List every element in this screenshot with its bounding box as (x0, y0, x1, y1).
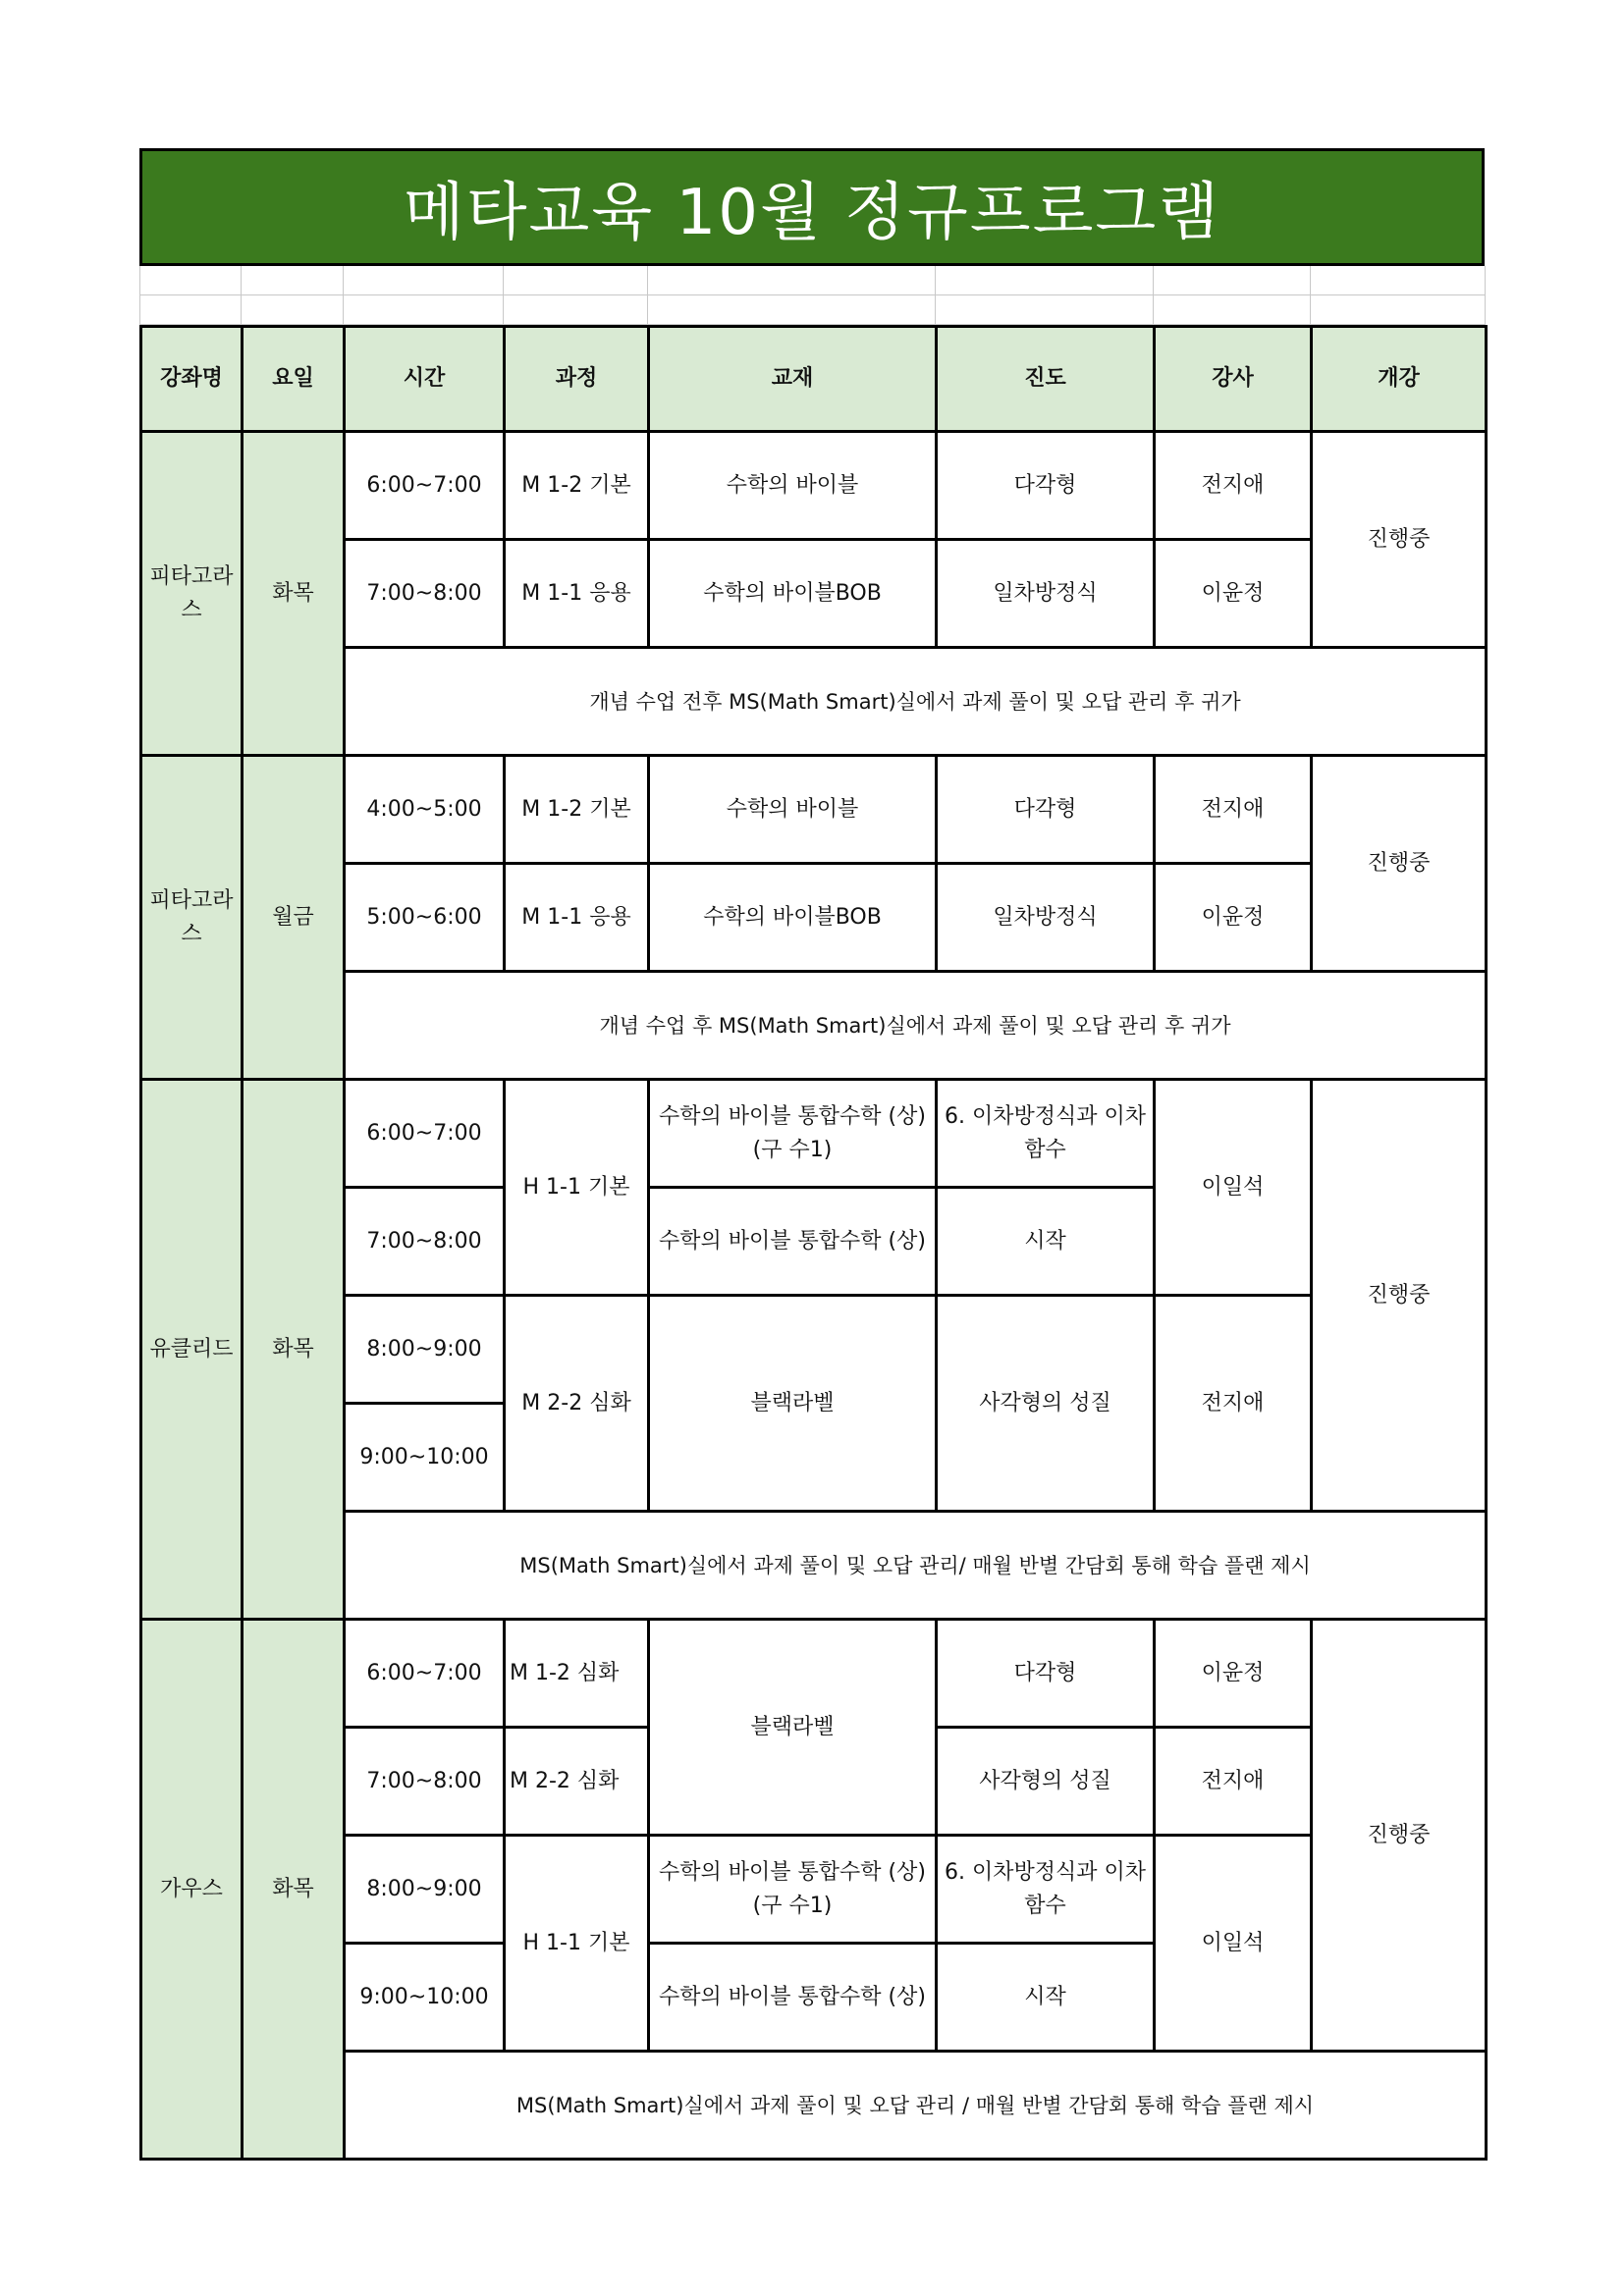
progress-cell: 시작 (937, 1944, 1155, 2052)
note-cell: 개념 수업 전후 MS(Math Smart)실에서 과제 풀이 및 오답 관리 후 귀가 (345, 648, 1487, 756)
level-cell: H 1-1 기본 (505, 1080, 649, 1296)
table-row (141, 1080, 1487, 1188)
progress-cell: 6. 이차방정식과 이차함수 (937, 1080, 1155, 1188)
time-cell: 7:00~8:00 (345, 1188, 505, 1296)
status-cell: 진행중 (1312, 756, 1487, 972)
time-cell: 7:00~8:00 (345, 1728, 505, 1836)
note-cell: MS(Math Smart)실에서 과제 풀이 및 오답 관리 / 매월 반별 간담회 통해 학습 플랜 제시 (345, 2052, 1487, 2160)
header-level: 과정 (505, 327, 649, 432)
status-cell: 진행중 (1312, 1080, 1487, 1512)
book-cell: 수학의 바이블 (649, 756, 937, 864)
note-cell: 개념 수업 후 MS(Math Smart)실에서 과제 풀이 및 오답 관리 후 귀가 (345, 972, 1487, 1080)
time-cell: 8:00~9:00 (345, 1836, 505, 1944)
book-cell: 수학의 바이블 (649, 432, 937, 540)
header-day: 요일 (243, 327, 345, 432)
book-cell: 수학의 바이블BOB (649, 540, 937, 648)
progress-cell: 다각형 (937, 1620, 1155, 1728)
note-cell: MS(Math Smart)실에서 과제 풀이 및 오답 관리/ 매월 반별 간담회 통해 학습 플랜 제시 (345, 1512, 1487, 1620)
level-cell: M 1-1 응용 (505, 864, 649, 972)
spacer-row (140, 266, 1486, 295)
status-cell: 진행중 (1312, 432, 1487, 648)
level-cell: M 1-2 심화 (505, 1620, 649, 1728)
teacher-cell: 이윤정 (1155, 540, 1312, 648)
book-cell: 수학의 바이블 통합수학 (상) (649, 1188, 937, 1296)
progress-cell: 다각형 (937, 432, 1155, 540)
teacher-cell: 전지애 (1155, 1296, 1312, 1512)
level-cell: M 2-2 심화 (505, 1728, 649, 1836)
course-day: 화목 (243, 1620, 345, 2160)
book-cell: 블랙라벨 (649, 1296, 937, 1512)
level-cell: M 2-2 심화 (505, 1296, 649, 1512)
time-cell: 9:00~10:00 (345, 1944, 505, 2052)
course-name: 피타고라스 (141, 756, 243, 1080)
course-day: 화목 (243, 432, 345, 756)
time-cell: 6:00~7:00 (345, 1620, 505, 1728)
table-row (141, 1620, 1487, 1728)
teacher-cell: 전지애 (1155, 1728, 1312, 1836)
header-progress: 진도 (937, 327, 1155, 432)
teacher-cell: 이윤정 (1155, 864, 1312, 972)
header-time: 시간 (345, 327, 505, 432)
book-cell: 블랙라벨 (649, 1620, 937, 1836)
header-row (141, 327, 1487, 432)
spacer-row (140, 295, 1486, 325)
book-cell: 수학의 바이블 통합수학 (상)(구 수1) (649, 1080, 937, 1188)
time-cell: 9:00~10:00 (345, 1404, 505, 1512)
teacher-cell: 전지애 (1155, 432, 1312, 540)
status-cell: 진행중 (1312, 1620, 1487, 2052)
teacher-cell: 이일석 (1155, 1080, 1312, 1296)
progress-cell: 일차방정식 (937, 864, 1155, 972)
teacher-cell: 전지애 (1155, 756, 1312, 864)
course-name: 피타고라스 (141, 432, 243, 756)
book-cell: 수학의 바이블 통합수학 (상)(구 수1) (649, 1836, 937, 1944)
table-row (141, 432, 1487, 540)
time-cell: 6:00~7:00 (345, 1080, 505, 1188)
book-cell: 수학의 바이블BOB (649, 864, 937, 972)
teacher-cell: 이윤정 (1155, 1620, 1312, 1728)
course-day: 화목 (243, 1080, 345, 1620)
level-cell: H 1-1 기본 (505, 1836, 649, 2052)
progress-cell: 일차방정식 (937, 540, 1155, 648)
header-course: 강좌명 (141, 327, 243, 432)
header-status: 개강 (1312, 327, 1487, 432)
course-day: 월금 (243, 756, 345, 1080)
time-cell: 5:00~6:00 (345, 864, 505, 972)
page-title: 메타교육 10월 정규프로그램 (139, 148, 1485, 266)
time-cell: 8:00~9:00 (345, 1296, 505, 1404)
header-teacher: 강사 (1155, 327, 1312, 432)
teacher-cell: 이일석 (1155, 1836, 1312, 2052)
table-row (141, 756, 1487, 864)
progress-cell: 다각형 (937, 756, 1155, 864)
course-name: 유클리드 (141, 1080, 243, 1620)
schedule-sheet (139, 148, 1485, 2161)
time-cell: 6:00~7:00 (345, 432, 505, 540)
progress-cell: 시작 (937, 1188, 1155, 1296)
level-cell: M 1-2 기본 (505, 432, 649, 540)
progress-cell: 사각형의 성질 (937, 1296, 1155, 1512)
level-cell: M 1-1 응용 (505, 540, 649, 648)
course-name: 가우스 (141, 1620, 243, 2160)
schedule-table (139, 325, 1488, 2161)
book-cell: 수학의 바이블 통합수학 (상) (649, 1944, 937, 2052)
progress-cell: 6. 이차방정식과 이차함수 (937, 1836, 1155, 1944)
time-cell: 7:00~8:00 (345, 540, 505, 648)
header-book: 교재 (649, 327, 937, 432)
time-cell: 4:00~5:00 (345, 756, 505, 864)
progress-cell: 사각형의 성질 (937, 1728, 1155, 1836)
level-cell: M 1-2 기본 (505, 756, 649, 864)
empty-spacer-rows (139, 266, 1486, 325)
